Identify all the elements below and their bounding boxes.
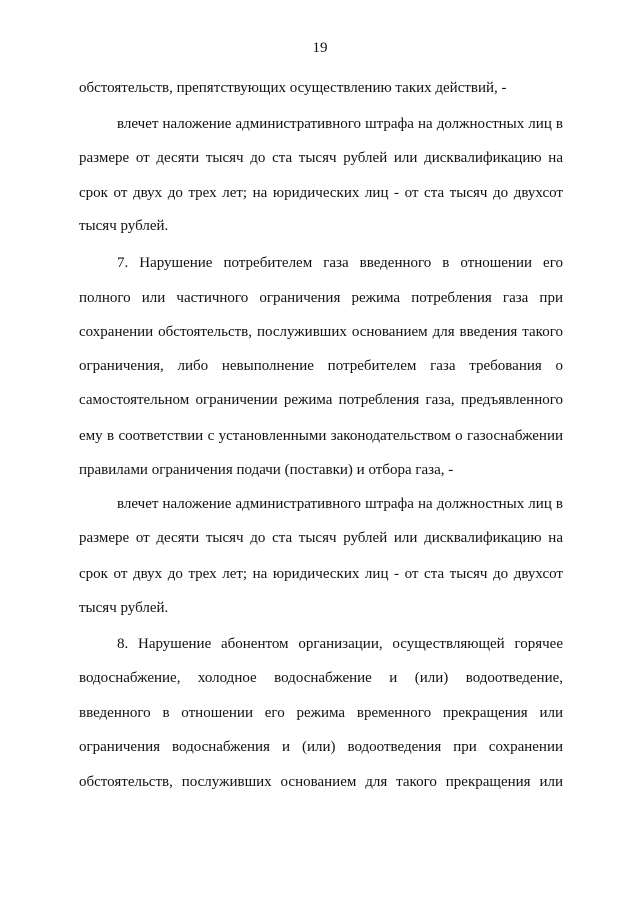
text-line: ему в соответствии с установленными законодательством о газоснабжении — [79, 428, 563, 444]
text-line: влечет наложение административного штрафа на должностных лиц в — [117, 496, 563, 512]
text-line: сохранении обстоятельств, послуживших основанием для введения такого — [79, 324, 563, 340]
text-line: тысяч рублей. — [79, 218, 169, 234]
text-line: самостоятельном ограничении режима потребления газа, предъявленного — [79, 392, 563, 408]
text-line: правилами ограничения подачи (поставки) и отбора газа, - — [79, 462, 454, 478]
text-line: размере от десяти тысяч до ста тысяч рублей или дисквалификацию на — [79, 530, 563, 546]
text-line: водоснабжение, холодное водоснабжение и (или) водоотведение, — [79, 670, 563, 686]
text-line: ограничения водоснабжения и (или) водоотведения при сохранении — [79, 739, 563, 755]
text-line: срок от двух до трех лет; на юридических лиц - от ста тысяч до двухсот — [79, 185, 563, 201]
text-line: обстоятельств, послуживших основанием для такого прекращения или — [79, 774, 563, 790]
text-line: размере от десяти тысяч до ста тысяч рублей или дисквалификацию на — [79, 150, 563, 166]
text-line: обстоятельств, препятствующих осуществлению таких действий, - — [79, 80, 507, 96]
text-line: 8. Нарушение абонентом организации, осуществляющей горячее — [117, 636, 563, 652]
text-line: 7. Нарушение потребителем газа введенного в отношении его — [117, 255, 563, 271]
text-line: срок от двух до трех лет; на юридических лиц - от ста тысяч до двухсот — [79, 566, 563, 582]
text-line: влечет наложение административного штрафа на должностных лиц в — [117, 116, 563, 132]
text-line: введенного в отношении его режима временного прекращения или — [79, 705, 563, 721]
page-number: 19 — [312, 40, 328, 56]
text-line: тысяч рублей. — [79, 600, 169, 616]
text-line: ограничения, либо невыполнение потребителем газа требования о — [79, 358, 563, 374]
text-line: полного или частичного ограничения режима потребления газа при — [79, 290, 563, 306]
